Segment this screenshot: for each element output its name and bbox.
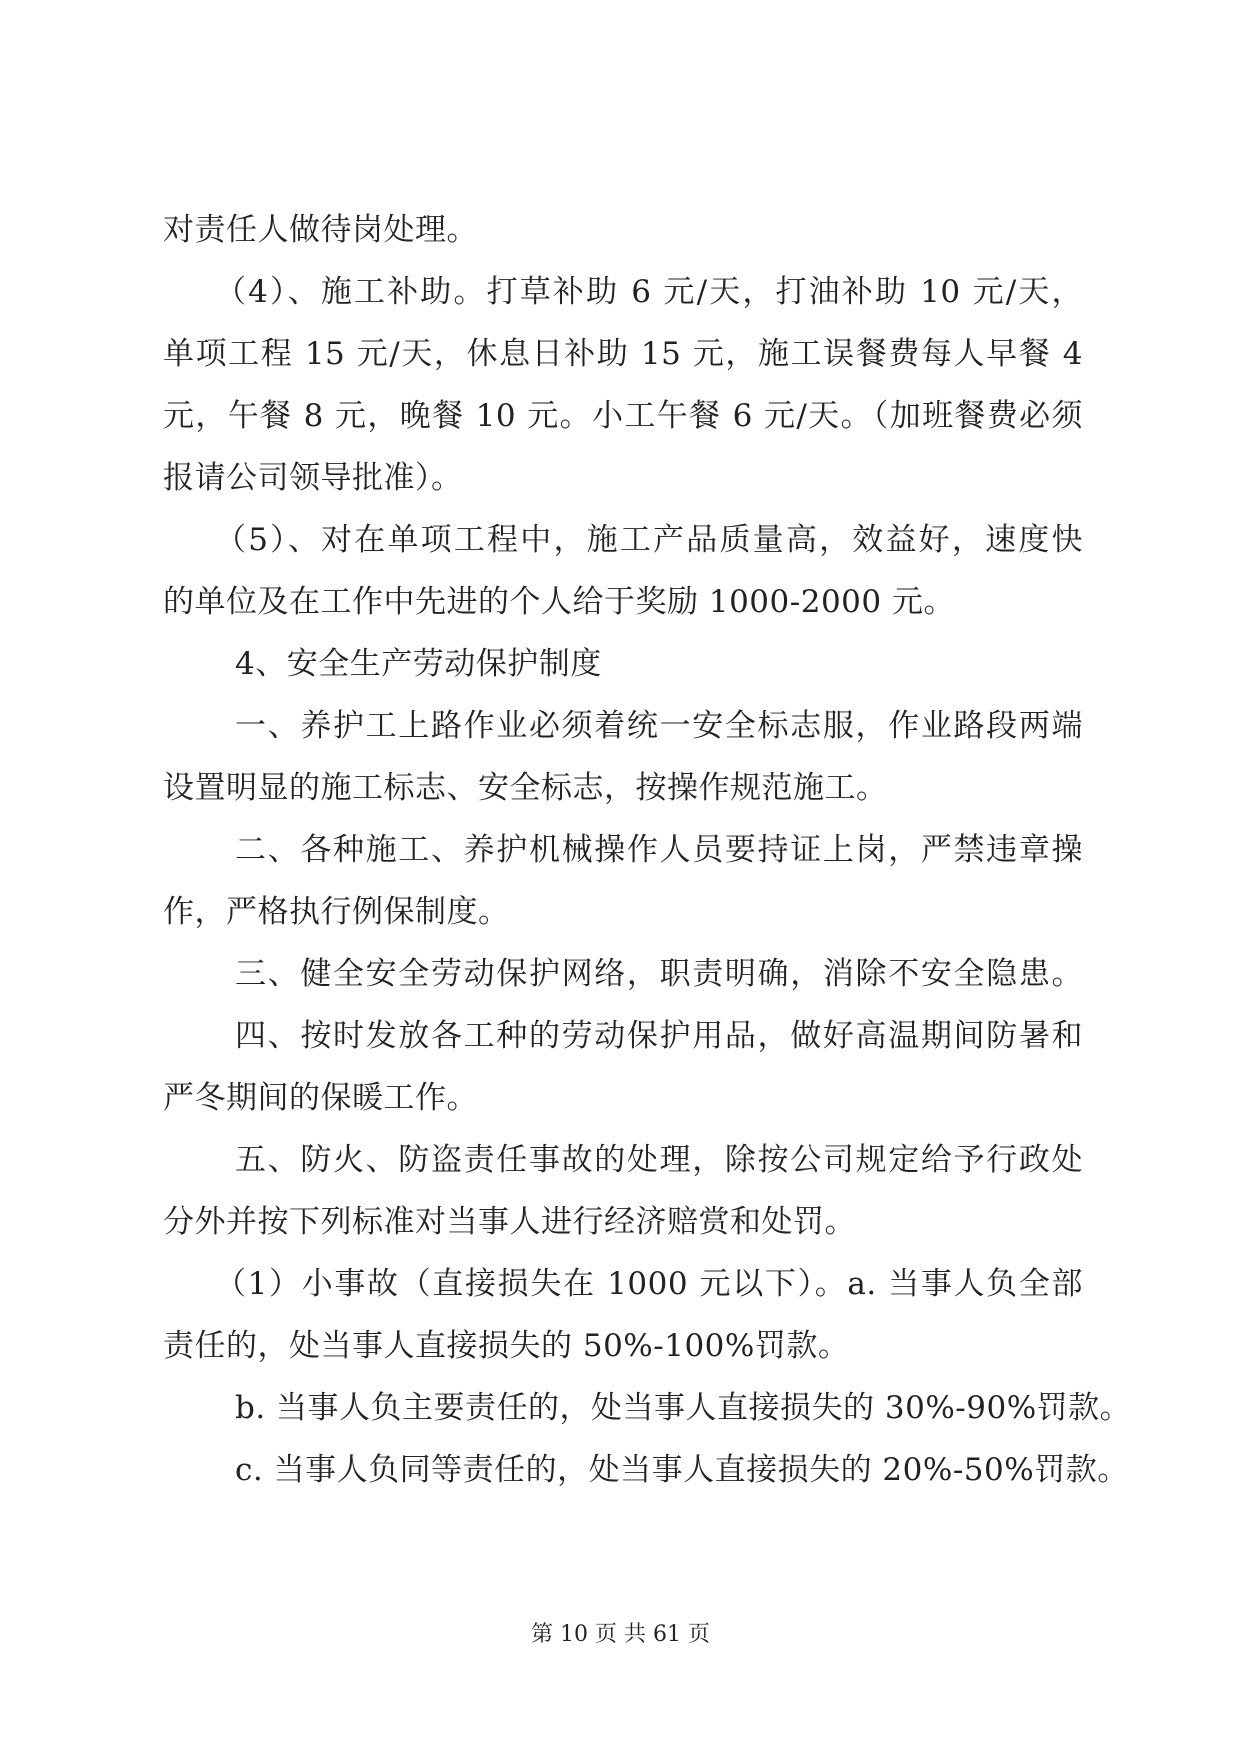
text-line-20: b. 当事人负主要责任的，处当事人直接损失的 30%-90%罚款。	[235, 1390, 1132, 1426]
text-line-2: （4）、施工补助。打草补助 6 元/天，打油补助 10 元/天，	[215, 274, 1083, 310]
text-line-5: 报请公司领导批准）。	[163, 460, 463, 496]
text-line-21: c. 当事人负同等责任的，处当事人直接损失的 20%-50%罚款。	[235, 1452, 1129, 1488]
text-line-16: 五、防火、防盗责任事故的处理，除按公司规定给予行政处	[235, 1142, 1083, 1178]
text-line-7: 的单位及在工作中先进的个人给于奖励 1000-2000 元。	[163, 584, 955, 620]
text-line-12: 作，严格执行例保制度。	[163, 894, 510, 930]
text-line-6: （5）、对在单项工程中，施工产品质量高，效益好，速度快	[215, 522, 1083, 558]
text-line-10: 设置明显的施工标志、安全标志，按操作规范施工。	[163, 770, 888, 806]
page-number-footer: 第 10 页 共 61 页	[531, 1622, 710, 1647]
text-line-15: 严冬期间的保暖工作。	[163, 1080, 478, 1116]
text-line-9: 一、养护工上路作业必须着统一安全标志服，作业路段两端	[235, 708, 1083, 744]
text-line-4: 元，午餐 8 元，晚餐 10 元。小工午餐 6 元/天。（加班餐费必须	[163, 398, 1083, 434]
text-line-17: 分外并按下列标准对当事人进行经济赔赏和处罚。	[163, 1204, 856, 1240]
text-line-1: 对责任人做待岗处理。	[163, 212, 478, 248]
text-line-13: 三、健全安全劳动保护网络，职责明确，消除不安全隐患。	[235, 956, 1083, 992]
text-line-11: 二、各种施工、养护机械操作人员要持证上岗，严禁违章操	[235, 832, 1083, 868]
text-line-19: 责任的，处当事人直接损失的 50%-100%罚款。	[163, 1328, 850, 1364]
text-line-14: 四、按时发放各工种的劳动保护用品，做好高温期间防暑和	[235, 1018, 1083, 1054]
text-line-3: 单项工程 15 元/天，休息日补助 15 元，施工误餐费每人早餐 4	[163, 336, 1083, 372]
text-line-18: （1）小事故（直接损失在 1000 元以下）。a. 当事人负全部	[215, 1266, 1083, 1302]
section-heading: 4、安全生产劳动保护制度	[235, 646, 602, 682]
